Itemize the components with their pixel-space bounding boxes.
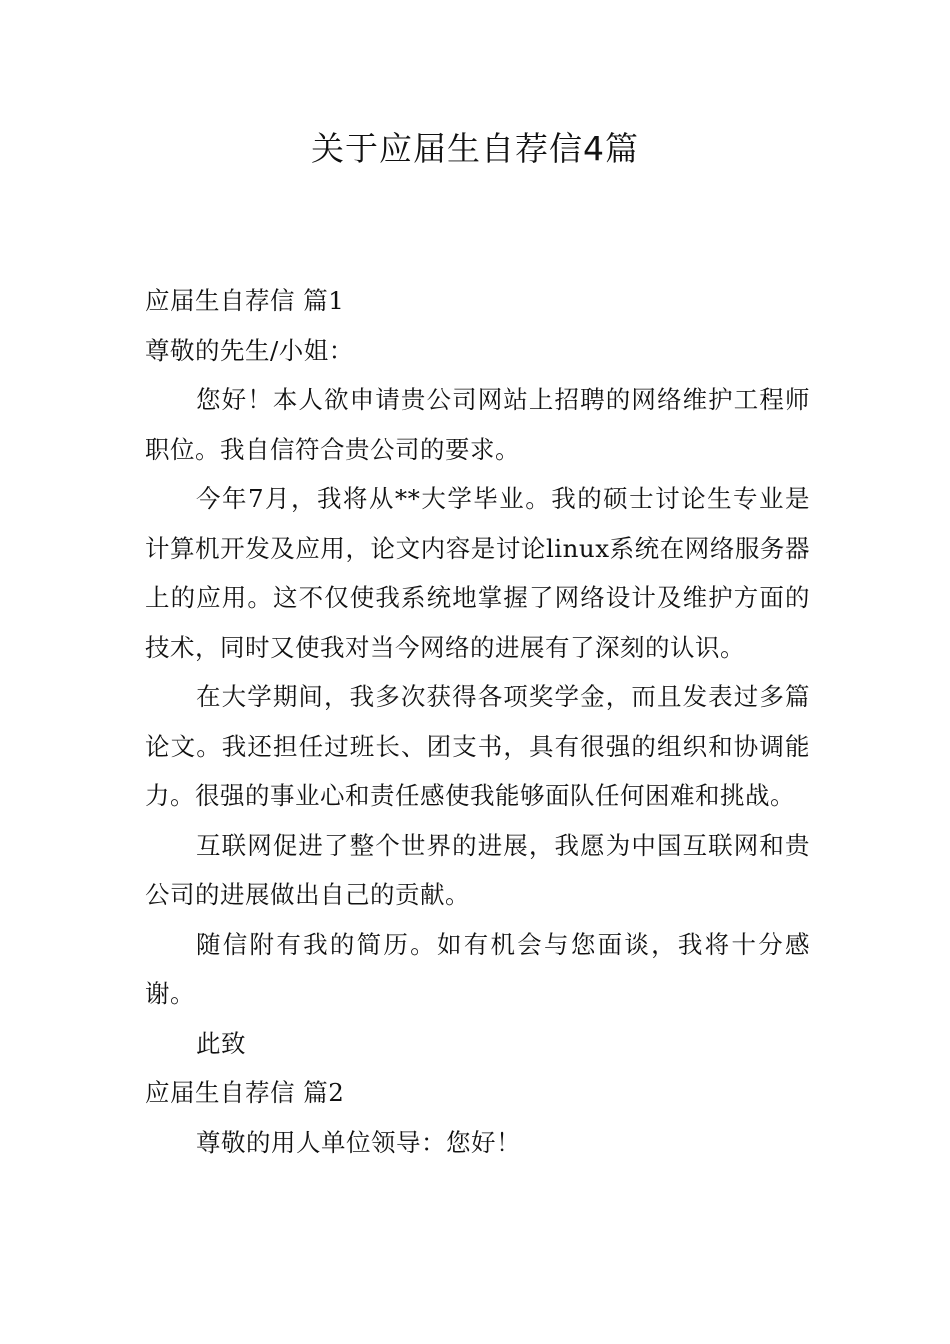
body-paragraph: 今年7月，我将从**大学毕业。我的硕士讨论生专业是计算机开发及应用，论文内容是讨论linux系统在网络服务器上的应用。这不仅使我系统地掌握了网络设计及维护方面的技术，同时又使我对当今网络的进展有了深刻的认识。 — [145, 484, 810, 662]
section-heading-1: 应届生自荐信 篇1 — [145, 286, 345, 315]
body-paragraph: 在大学期间，我多次获得各项奖学金，而且发表过多篇论文。我还担任过班长、团支书，具有很强的组织和协调能力。很强的事业心和责任感使我能够面队任何困难和挑战。 — [145, 682, 810, 810]
section-heading-2: 应届生自荐信 篇2 — [145, 1078, 345, 1107]
closing-line: 此致 — [196, 1028, 246, 1058]
body-paragraph: 随信附有我的简历。如有机会与您面谈，我将十分感谢。 — [145, 929, 810, 1008]
document-title: 关于应届生自荐信4篇 — [311, 129, 639, 168]
salutation: 尊敬的先生/小姐： — [145, 335, 354, 365]
document-body — [145, 276, 810, 1167]
salutation-2: 尊敬的用人单位领导：您好！ — [196, 1127, 521, 1157]
body-paragraph: 您好！本人欲申请贵公司网站上招聘的网络维护工程师职位。我自信符合贵公司的要求。 — [145, 385, 810, 464]
body-paragraph: 互联网促进了整个世界的进展，我愿为中国互联网和贵公司的进展做出自己的贡献。 — [145, 830, 810, 909]
